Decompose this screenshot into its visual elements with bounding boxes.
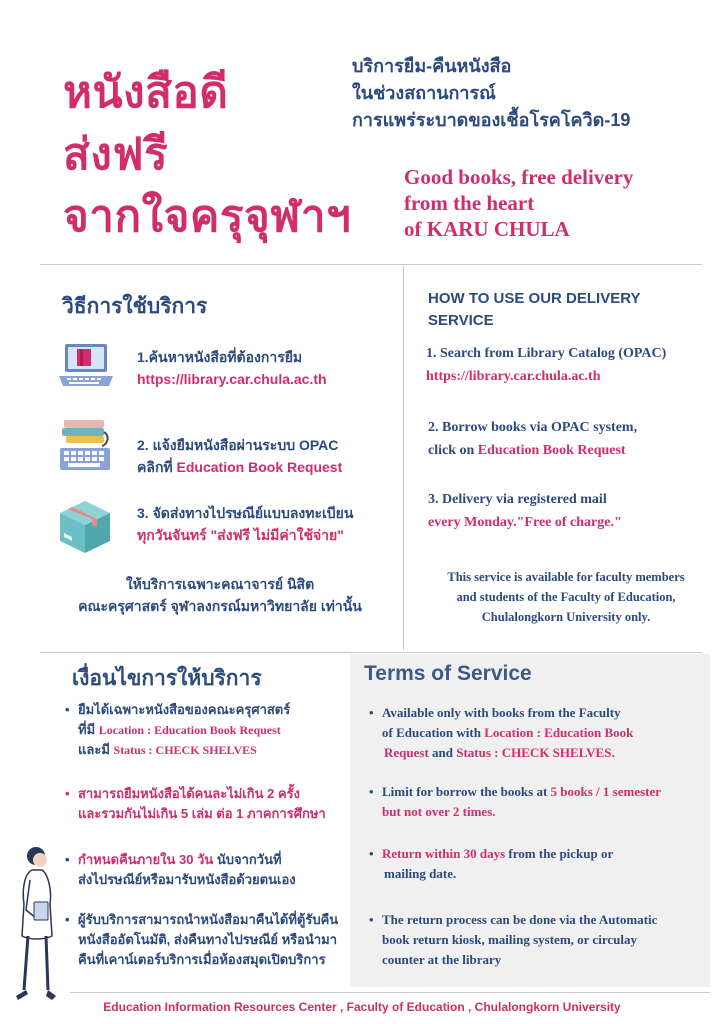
bullet-icon: •: [65, 786, 70, 801]
howto-heading-th: วิธีการใช้บริการ: [62, 295, 208, 318]
subtitle-en-line-2: from the heart: [404, 191, 535, 215]
term-en-3-deadline: Return within 30 days: [382, 846, 506, 861]
howto-heading-en-line-1: HOW TO USE OUR DELIVERY: [428, 290, 641, 307]
subtitle-th-line-2: ในช่วงสถานการณ์: [352, 83, 496, 103]
step-3-th: [137, 502, 353, 546]
step-3-en-text: 3. Delivery via registered mail: [428, 492, 607, 507]
subtitle-th: [352, 53, 630, 134]
bullet-icon: •: [65, 852, 70, 867]
note-en-line-2: and students of the Faculty of Education,: [456, 590, 676, 604]
step-2-th-line2: [137, 456, 342, 478]
term-th-3-rest: นับจากวันที่: [213, 852, 282, 867]
subtitle-en-line-3: of KARU CHULA: [404, 217, 570, 241]
step-3-en: [428, 488, 622, 534]
step-3-en-highlight: every Monday."Free of charge.": [428, 515, 622, 530]
bullet-icon: •: [369, 846, 374, 861]
step-1-th-link[interactable]: https://library.car.chula.ac.th: [137, 371, 327, 387]
bullet-icon: •: [65, 702, 70, 717]
term-en-2-prefix: Limit for borrow the books at: [382, 784, 551, 799]
term-en-1-line-2: [382, 723, 633, 743]
subtitle-en: [404, 164, 633, 242]
term-th-1-line-2: [78, 720, 290, 740]
howto-column-divider: [403, 266, 404, 650]
note-th-line-2: คณะครุศาสตร์ จุฬาลงกรณ์มหาวิทยาลัย เท่านั้น: [78, 598, 362, 614]
step-3-th-highlight: ทุกวันจันทร์ "ส่งฟรี ไม่มีค่าใช้จ่าย": [137, 527, 344, 543]
footer-divider: [70, 992, 710, 993]
section-divider: [40, 652, 702, 653]
footer-text: Education Information Resources Center , Faculty of Education , Chulalongkorn University: [103, 1000, 621, 1014]
term-en-1-status: Status : CHECK SHELVES.: [456, 745, 615, 760]
term-en-2: [369, 782, 662, 822]
term-en-1-mid: and: [428, 745, 457, 760]
header-divider: [40, 264, 702, 265]
step-2-th-link[interactable]: Education Book Request: [176, 459, 343, 475]
term-th-4-line-2: หนังสืออัตโนมัติ, ส่งคืนทางไปรษณีย์ หรือนำมา: [78, 932, 338, 947]
term-en-3-rest: from the pickup or: [505, 846, 614, 861]
term-th-1-prefix: ที่มี: [78, 722, 99, 737]
term-th-1-line-3: [78, 740, 290, 760]
term-th-2-line-2: และรวมกันไม่เกิน 5 เล่ม ต่อ 1 ภาคการศึกษา: [78, 806, 326, 821]
term-en-2-line-2: but not over 2 times.: [382, 804, 496, 819]
term-en-4: [369, 910, 658, 970]
term-th-3-deadline: กำหนดคืนภายใน 30 วัน: [78, 852, 214, 867]
step-1-en-link[interactable]: https://library.car.chula.ac.th: [426, 369, 601, 384]
term-th-1-prefix-2: และมี: [78, 742, 114, 757]
step-3-th-text: 3. จัดส่งทางไปรษณีย์แบบลงทะเบียน: [137, 505, 354, 521]
title-line-2: ส่งฟรี: [63, 130, 169, 179]
step-2-th: [137, 434, 342, 478]
books-keyboard-icon: [58, 418, 114, 474]
step-1-en-text: 1. Search from Library Catalog (OPAC): [426, 346, 667, 361]
term-en-2-line-1: [382, 782, 661, 802]
woman-illustration: [6, 840, 70, 1010]
step-2-th-prefix: คลิกที่: [137, 459, 177, 475]
step-2-en-text: 2. Borrow books via OPAC system,: [428, 420, 638, 435]
howto-heading-en: [428, 288, 641, 332]
term-th-1-line-1: ยืมได้เฉพาะหนังสือของคณะครุศาสตร์: [78, 702, 291, 717]
step-1-th-text: 1.ค้นหาหนังสือที่ต้องการยืม: [137, 349, 303, 365]
term-th-3-line-1: [78, 850, 296, 870]
step-2-en-link[interactable]: Education Book Request: [477, 443, 626, 458]
term-en-1-location: Location : Education Book: [484, 725, 634, 740]
term-th-2: [65, 784, 326, 824]
subtitle-en-line-1: Good books, free delivery: [404, 165, 634, 189]
note-th: [50, 573, 390, 617]
title-line-1: หนังสือดี: [63, 68, 229, 117]
bullet-icon: •: [369, 912, 374, 927]
terms-heading-en: Terms of Service: [364, 662, 532, 685]
note-en-line-1: This service is available for faculty members: [447, 570, 685, 584]
step-1-en: [426, 342, 666, 388]
package-icon: [56, 497, 114, 555]
term-th-1: [65, 700, 291, 760]
title-line-3: จากใจครุจุฬาฯ: [63, 192, 352, 241]
term-th-4-line-3: คืนที่เคาน์เตอร์บริการเมื่อห้องสมุดเปิดบริการ: [78, 952, 326, 967]
term-th-3: [65, 850, 296, 890]
term-en-1-line-3: [382, 743, 633, 763]
step-2-en-prefix: click on: [428, 443, 478, 458]
term-en-3: [369, 844, 614, 884]
bullet-icon: •: [369, 784, 374, 799]
term-en-4-line-1: The return process can be done via the Automatic: [382, 912, 658, 927]
step-2-en: [428, 416, 637, 462]
term-en-4-line-2: book return kiosk, mailing system, or circulay: [382, 932, 637, 947]
subtitle-th-line-1: บริการยืม-คืนหนังสือ: [352, 56, 512, 76]
term-en-1: [369, 703, 634, 763]
terms-heading-th: เงื่อนไขการให้บริการ: [72, 667, 262, 690]
term-th-2-line-1: สามารถยืมหนังสือได้คนละไม่เกิน 2 ครั้ง: [78, 786, 300, 801]
term-th-4-line-1: ผู้รับบริการสามารถนำหนังสือมาคืนได้ที่ตู้รับคืน: [78, 912, 339, 927]
term-en-1-line-1: Available only with books from the Faculty: [382, 705, 621, 720]
term-en-2-limit: 5 books / 1 semester: [550, 784, 662, 799]
term-en-1-prefix: of Education with: [382, 725, 485, 740]
term-th-1-location: Location : Education Book Request: [98, 723, 281, 737]
note-th-line-1: ให้บริการเฉพาะคณาจารย์ นิสิต: [125, 576, 315, 592]
term-en-4-line-3: counter at the library: [382, 952, 502, 967]
term-th-1-status: Status : CHECK SHELVES: [113, 743, 257, 757]
main-title-th: [63, 62, 351, 248]
term-th-3-line-2: ส่งไปรษณีย์หรือมารับหนังสือด้วยตนเอง: [78, 872, 296, 887]
subtitle-th-line-3: การแพร่ระบาดของเชื้อโรคโควิด-19: [352, 110, 631, 130]
term-en-1-request: Request: [384, 745, 429, 760]
bullet-icon: •: [369, 705, 374, 720]
step-2-en-line2: [428, 439, 637, 462]
laptop-icon: [57, 340, 115, 390]
howto-heading-en-line-2: SERVICE: [428, 312, 494, 329]
step-1-th: [137, 346, 327, 390]
term-en-3-line-2: mailing date.: [384, 866, 457, 881]
note-en-line-3: Chulalongkorn University only.: [481, 610, 651, 624]
bullet-icon: •: [65, 912, 70, 927]
term-th-4: [65, 910, 339, 970]
term-en-3-line-1: [382, 844, 613, 864]
step-2-th-text: 2. แจ้งยืมหนังสือผ่านระบบ OPAC: [137, 437, 339, 453]
note-en: [412, 567, 720, 627]
